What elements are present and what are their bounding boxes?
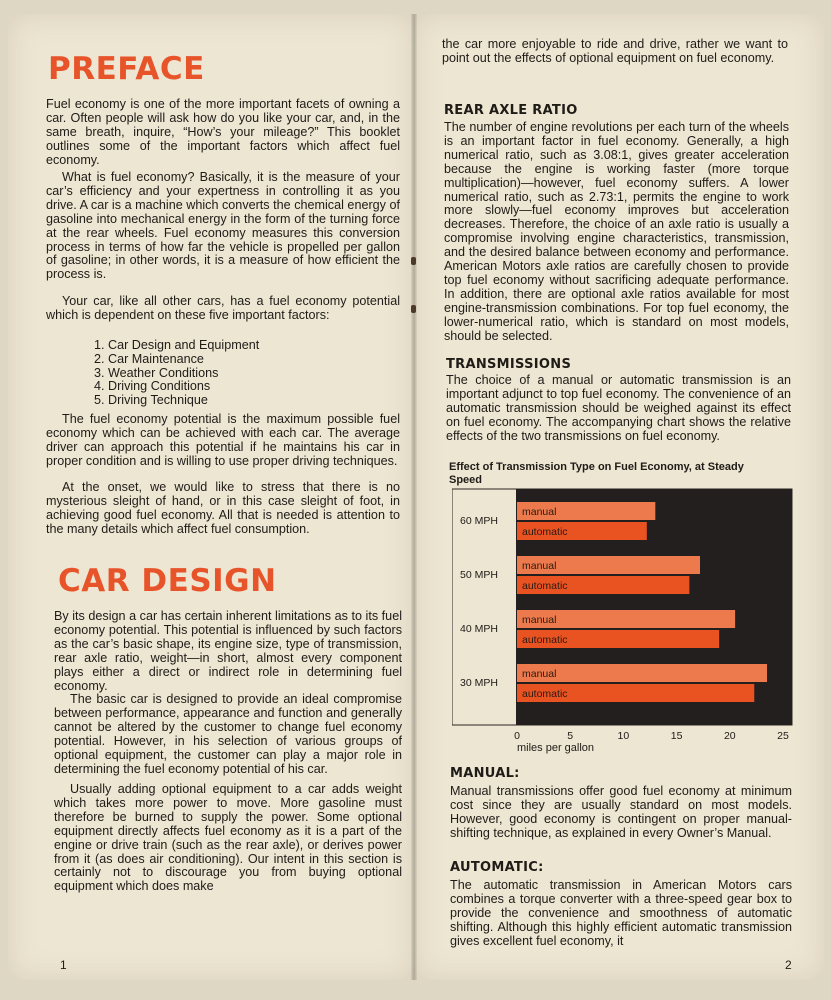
x-tick-label: 20 — [723, 730, 736, 742]
category-label: 50 MPH — [460, 569, 498, 581]
bar-label-manual: manual — [522, 614, 557, 626]
bar-label-automatic: automatic — [522, 580, 568, 592]
car-design-paragraph-1: By its design a car has certain inherent limitations as to its fuel economy potential. This potential is influenced by such factors as the car’s basic shape, its engine size, type of transmission, rear axle ratio, weight—in short, almost every component plays either a direct or indirect role in determining fuel economy. — [54, 609, 402, 693]
center-fold — [411, 14, 417, 980]
list-item: 5. Driving Technique — [94, 393, 208, 408]
category-label: 40 MPH — [460, 623, 498, 635]
x-tick-label: 25 — [777, 730, 789, 742]
x-tick-label: 0 — [514, 730, 520, 742]
transmissions-paragraph: The choice of a manual or automatic transmission is an important adjunct to top fuel economy. The convenience of an automatic transmission should be weighed against its effect on fuel economy. The accompanying chart shows the relative effects of the two transmissions on fuel economy. — [446, 373, 791, 443]
continued-paragraph: the car more enjoyable to ride and drive, rather we want to point out the effects of optional equipment on fuel economy. — [442, 37, 788, 65]
staple — [411, 257, 416, 265]
list-item: 3. Weather Conditions — [94, 365, 219, 380]
rear-axle-heading: REAR AXLE RATIO — [444, 103, 578, 118]
list-item: 4. Driving Conditions — [94, 379, 211, 394]
page-number: 1 — [60, 958, 67, 972]
page-number: 2 — [785, 958, 792, 972]
manual-paragraph: Manual transmissions offer good fuel economy at minimum cost since they are usually standard on most models. However, good economy is contingent on proper manual-shifting technique, as explained in every Owner’s Manual. — [450, 784, 792, 840]
right-page — [414, 14, 824, 980]
category-label: 60 MPH — [460, 515, 498, 527]
left-page — [8, 14, 414, 980]
preface-paragraph-1: Fuel economy is one of the more important facets of owning a car. Often people will ask how do you like your car, and, in the same breath, inquire, “How’s your mileage?” This booklet outlines some of the important factors which affect fuel economy. — [46, 97, 400, 167]
x-tick-label: 10 — [617, 730, 630, 742]
transmissions-heading: TRANSMISSIONS — [446, 357, 572, 372]
category-label: 30 MPH — [460, 677, 498, 689]
x-axis-label: miles per gallon — [517, 742, 595, 754]
automatic-heading: AUTOMATIC: — [450, 860, 544, 875]
staple — [411, 305, 416, 313]
rear-axle-paragraph: The number of engine revolutions per each turn of the wheels is an important factor in fuel economy. Generally, a high numerical ratio, such as 3.08:1, gives greater acceleration because the engine is working faster (more torque multiplication)—however, fuel economy suffers. A lower numerical ratio, such as 2.73:1, permits the engine to work more slowly—fuel economy improves but acceleration decreases. Therefore, the choice of an axle ratio is usually a compromise involving engine characteristics, transmission, and the desired balance between economy and performance. American Motors axle ratios are carefully chosen to provide top fuel economy without sacrificing adequate performance. In addition, there are optional axle ratios available for most engine-transmission combinations. For top fuel economy, the lower-numerical ratio, which is standard on most models, should be selected. — [444, 120, 789, 343]
x-tick-label: 5 — [567, 730, 574, 742]
preface-paragraph-4: The fuel economy potential is the maximum possible fuel economy which can be achieved with each car. The average driver can approach this potential if he maintains his car in proper condition and is willing to use proper driving techniques. — [46, 412, 400, 468]
list-item: 1. Car Design and Equipment — [94, 338, 260, 352]
bar-label-manual: manual — [522, 506, 557, 518]
car-design-paragraph-2: The basic car is designed to provide an ideal compromise between performance, appearance and function and generally cannot be altered by the customer to change fuel economy potential. However, in his selection of various groups of optional equipment, the customer can play a major role in determining the fuel economy potential of his car. — [54, 692, 402, 776]
chart-title: Effect of Transmission Type on Fuel Economy, at Steady Speed — [449, 461, 744, 486]
bar-label-manual: manual — [522, 668, 557, 680]
bar-label-automatic: automatic — [522, 688, 568, 700]
preface-paragraph-5: At the onset, we would like to stress that there is no mysterious sleight of hand, or in this case sleight of foot, in achieving good fuel economy. All that is needed is attention to the many details which affect fuel consumption. — [46, 480, 400, 536]
bar-label-manual: manual — [522, 560, 557, 572]
factors-list — [94, 339, 259, 408]
preface-paragraph-2: What is fuel economy? Basically, it is the measure of your car’s efficiency and your expertness in controlling it as you drive. A car is a machine which converts the chemical energy of gasoline into mechanical energy in the form of the turning force at the rear wheels. Fuel economy measures this conversion process in terms of how far the vehicle is propelled per gallon of gasoline; in other words, it is a measure of how efficient the process is. — [46, 170, 400, 282]
fuel-economy-chart — [452, 486, 798, 768]
car-design-heading: CAR DESIGN — [58, 563, 277, 599]
list-item: 2. Car Maintenance — [94, 351, 204, 366]
preface-paragraph-3: Your car, like all other cars, has a fuel economy potential which is dependent on these five important factors: — [46, 294, 400, 322]
bar-label-automatic: automatic — [522, 634, 568, 646]
car-design-paragraph-3: Usually adding optional equipment to a car adds weight which takes more power to move. More gasoline must therefore be burned to supply the power. Some optional equipment directly affects fuel economy as it is a part of the engine or drive train (such as the rear axle), or derives power from it (as does air conditioning). Our intent in this section is certainly not to discourage you from buying optional equipment which does make — [54, 782, 402, 894]
preface-heading: PREFACE — [48, 51, 205, 87]
bar-label-automatic: automatic — [522, 526, 568, 538]
manual-heading: MANUAL: — [450, 766, 520, 781]
x-tick-label: 15 — [670, 730, 683, 742]
automatic-paragraph: The automatic transmission in American Motors cars combines a torque converter with a three-speed gear box to provide the convenience and smoothness of automatic shifting. Although this highly efficient automatic transmission gives excellent fuel economy, it — [450, 878, 792, 948]
